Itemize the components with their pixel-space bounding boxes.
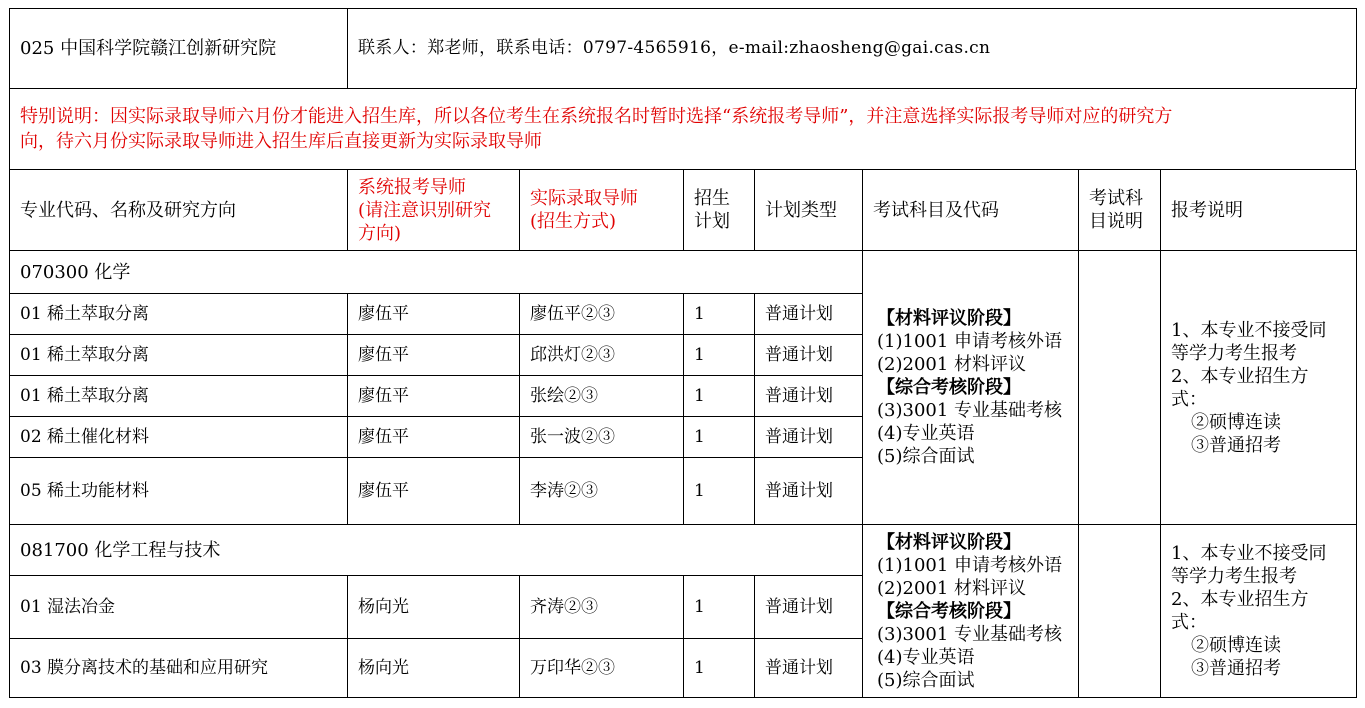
col-major: 专业代码、名称及研究方向 xyxy=(10,170,348,251)
col-sys-advisor: 系统报考导师 (请注意识别研究 方向) xyxy=(348,170,520,251)
exam-note-cell xyxy=(1079,251,1161,525)
plan-type-cell: 普通计划 xyxy=(755,417,863,458)
sys-advisor-cell: 廖伍平 xyxy=(348,376,520,417)
real-advisor-cell: 齐涛②③ xyxy=(520,576,684,639)
sys-advisor-cell: 廖伍平 xyxy=(348,458,520,525)
sys-advisor-cell: 杨向光 xyxy=(348,576,520,639)
apply-note-cell: 1、本专业不接受同 等学力考生报考 2、本专业招生方 式： ②硕博连读 ③普通招考 xyxy=(1161,251,1357,525)
plan-cell: 1 xyxy=(684,576,755,639)
exam-subjects: 【材料评议阶段】 (1)1001 申请考核外语 (2)2001 材料评议 【综合考核阶段】 (3)3001 专业基础考核 (4)专业英语 (5)综合面试 xyxy=(863,251,1079,525)
enrollment-sheet xyxy=(9,8,1356,699)
major-title: 081700 化学工程与技术 xyxy=(10,525,863,576)
real-advisor-cell: 邱洪灯②③ xyxy=(520,335,684,376)
notice-line-2: 向，待六月份实际录取导师进入招生库后直接更新为实际录取导师 xyxy=(20,131,542,152)
major-row xyxy=(10,251,1357,294)
sys-advisor-cell: 廖伍平 xyxy=(348,417,520,458)
real-advisor-cell: 廖伍平②③ xyxy=(520,294,684,335)
plan-cell: 1 xyxy=(684,417,755,458)
notice-line-1: 特别说明：因实际录取导师六月份才能进入招生库，所以各位考生在系统报名时暂时选择“系统报考导师”，并注意选择实际报考导师对应的研究方 xyxy=(20,106,1173,127)
apply-note-cell: 1、本专业不接受同 等学力考生报考 2、本专业招生方 式： ②硕博连读 ③普通招考 xyxy=(1161,525,1357,698)
real-advisor-cell: 万印华②③ xyxy=(520,639,684,698)
exam-note-cell xyxy=(1079,525,1161,698)
plan-cell: 1 xyxy=(684,376,755,417)
direction-cell: 01 稀土萃取分离 xyxy=(10,294,348,335)
notice-table xyxy=(9,89,1356,170)
major-title: 070300 化学 xyxy=(10,251,863,294)
col-apply-note: 报考说明 xyxy=(1161,170,1357,251)
contact-info: 联系人：郑老师，联系电话：0797-4565916，e-mail:zhaosheng@gai.cas.cn xyxy=(348,9,1357,89)
major-row xyxy=(10,525,1357,576)
direction-cell: 01 稀土萃取分离 xyxy=(10,376,348,417)
plan-cell: 1 xyxy=(684,458,755,525)
plan-type-cell: 普通计划 xyxy=(755,376,863,417)
plan-cell: 1 xyxy=(684,335,755,376)
plan-type-cell: 普通计划 xyxy=(755,639,863,698)
col-plan-type: 计划类型 xyxy=(755,170,863,251)
col-exam-note: 考试科 目说明 xyxy=(1079,170,1161,251)
plan-cell: 1 xyxy=(684,294,755,335)
col-exam: 考试科目及代码 xyxy=(863,170,1079,251)
plan-type-cell: 普通计划 xyxy=(755,294,863,335)
direction-cell: 01 湿法冶金 xyxy=(10,576,348,639)
sys-advisor-cell: 廖伍平 xyxy=(348,294,520,335)
sys-advisor-cell: 廖伍平 xyxy=(348,335,520,376)
special-notice xyxy=(10,89,1356,170)
institution-name: 025 中国科学院赣江创新研究院 xyxy=(10,9,348,89)
plan-cell: 1 xyxy=(684,639,755,698)
direction-cell: 03 膜分离技术的基础和应用研究 xyxy=(10,639,348,698)
sys-advisor-cell: 杨向光 xyxy=(348,639,520,698)
col-real-advisor: 实际录取导师 (招生方式) xyxy=(520,170,684,251)
exam-subjects: 【材料评议阶段】 (1)1001 申请考核外语 (2)2001 材料评议 【综合考核阶段】 (3)3001 专业基础考核 (4)专业英语 (5)综合面试 xyxy=(863,525,1079,698)
real-advisor-cell: 李涛②③ xyxy=(520,458,684,525)
direction-cell: 02 稀土催化材料 xyxy=(10,417,348,458)
real-advisor-cell: 张一波②③ xyxy=(520,417,684,458)
plan-type-cell: 普通计划 xyxy=(755,335,863,376)
direction-cell: 05 稀土功能材料 xyxy=(10,458,348,525)
direction-cell: 01 稀土萃取分离 xyxy=(10,335,348,376)
program-table xyxy=(9,170,1357,698)
col-plan: 招生 计划 xyxy=(684,170,755,251)
institution-header-table xyxy=(9,8,1357,89)
plan-type-cell: 普通计划 xyxy=(755,458,863,525)
column-header-row xyxy=(10,170,1357,251)
plan-type-cell: 普通计划 xyxy=(755,576,863,639)
real-advisor-cell: 张绘②③ xyxy=(520,376,684,417)
